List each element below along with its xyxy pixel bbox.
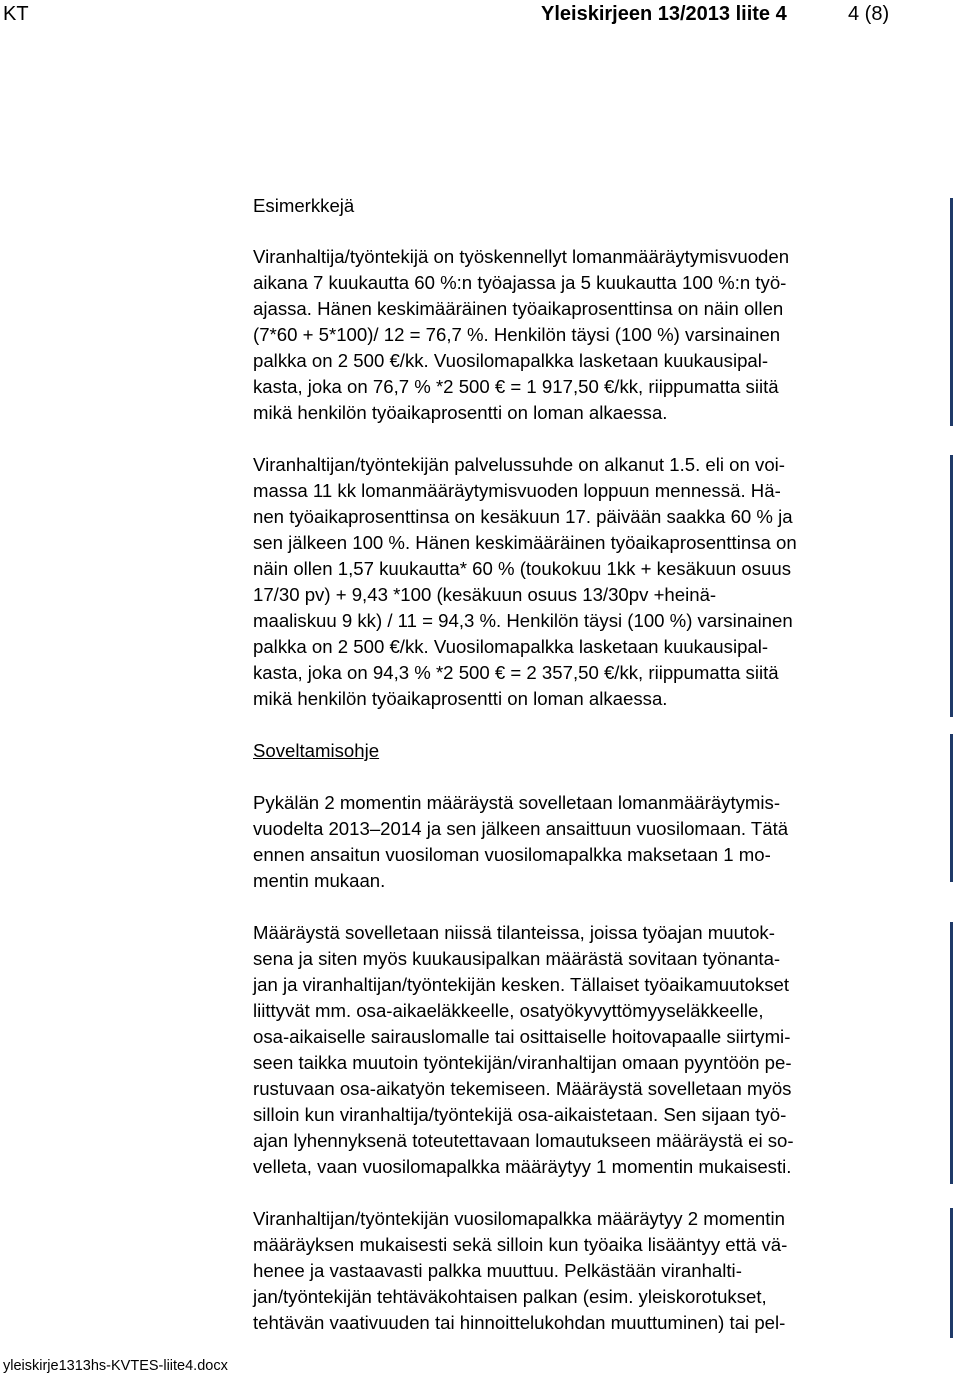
- paragraph-line: aikana 7 kuukautta 60 %:n työajassa ja 5 kuukautta 100 %:n työ-: [253, 272, 787, 293]
- paragraph-line: kasta, joka on 94,3 % *2 500 € = 2 357,50 €/kk, riippumatta siitä: [253, 662, 779, 683]
- paragraph-line: (7*60 + 5*100)/ 12 = 76,7 %. Henkilön täysi (100 %) varsinainen: [253, 324, 781, 345]
- paragraph-line: sena ja siten myös kuukausipalkan määrästä sovitaan työnanta-: [253, 948, 781, 969]
- paragraph-line: maaliskuu 9 kk) / 11 = 94,3 %. Henkilön täysi (100 %) varsinainen: [253, 610, 793, 631]
- header-title: Yleiskirjeen 13/2013 liite 4: [541, 3, 787, 25]
- paragraph-line: liittyvät mm. osa-aikaeläkkeelle, osatyökyvyttömyyseläkkeelle,: [253, 1000, 764, 1021]
- change-bar: [950, 922, 953, 1184]
- paragraph-line: määräyksen mukaisesti sekä silloin kun työaika lisääntyy että vä-: [253, 1234, 788, 1255]
- paragraph-line: Viranhaltijan/työntekijän palvelussuhde on alkanut 1.5. eli on voi-: [253, 454, 785, 475]
- change-bar: [950, 455, 953, 717]
- paragraph-line: osa-aikaiselle sairauslomalle tai osittaiselle hoitovapaalle siirtymi-: [253, 1026, 791, 1047]
- examples-heading: [253, 193, 933, 219]
- paragraph-line: massa 11 kk lomanmääräytymisvuoden loppuun mennessä. Hä-: [253, 480, 781, 501]
- paragraph-line: Viranhaltija/työntekijä on työskennellyt lomanmääräytymisvuoden: [253, 246, 790, 267]
- body-text: [253, 193, 933, 1361]
- paragraph-line: Määräystä sovelletaan niissä tilanteissa, joissa työajan muutok-: [253, 922, 775, 943]
- example-2-paragraph: [253, 452, 933, 712]
- heading-text: Esimerkkejä: [253, 195, 355, 216]
- change-bar: [950, 198, 953, 426]
- heading-text: Soveltamisohje: [253, 740, 380, 761]
- paragraph-line: velleta, vaan vuosilomapalkka määräytyy 1 momentin mukaisesti.: [253, 1156, 792, 1177]
- paragraph-line: mikä henkilön työaikaprosentti on loman alkaessa.: [253, 688, 668, 709]
- paragraph-line: seen taikka muutoin työntekijän/viranhaltijan omaan pyyntöön pe-: [253, 1052, 792, 1073]
- paragraph-line: henee ja vastaavasti palkka muuttuu. Pelkästään viranhalti-: [253, 1260, 742, 1281]
- paragraph-line: palkka on 2 500 €/kk. Vuosilomapalkka lasketaan kuukausipal-: [253, 350, 769, 371]
- change-bar: [950, 1208, 953, 1338]
- header-page-number: 4 (8): [848, 3, 890, 25]
- guidance-heading: [253, 738, 933, 764]
- change-bar: [950, 800, 953, 882]
- paragraph-line: ajan lyhennyksenä toteutettavaan lomautukseen määräystä ei so-: [253, 1130, 794, 1151]
- paragraph-line: mikä henkilön työaikaprosentti on loman alkaessa.: [253, 402, 668, 423]
- example-1-paragraph: [253, 244, 933, 426]
- paragraph-line: Viranhaltijan/työntekijän vuosilomapalkka määräytyy 2 momentin: [253, 1208, 785, 1229]
- paragraph-line: ennen ansaitun vuosiloman vuosilomapalkka maksetaan 1 mo-: [253, 844, 771, 865]
- paragraph-line: näin ollen 1,57 kuukautta* 60 % (toukokuu 1kk + kesäkuun osuus: [253, 558, 792, 579]
- change-bar: [950, 734, 953, 800]
- footer-filename: yleiskirje1313hs-KVTES-liite4.docx: [3, 1358, 228, 1374]
- paragraph-line: tehtävän vaativuuden tai hinnoittelukohdan muuttuminen) tai pel-: [253, 1312, 786, 1333]
- guidance-paragraph-1: [253, 790, 933, 894]
- paragraph-line: nen työaikaprosenttinsa on kesäkuun 17. päivään saakka 60 % ja: [253, 506, 793, 527]
- paragraph-line: sen jälkeen 100 %. Hänen keskimääräinen työaikaprosenttinsa on: [253, 532, 797, 553]
- paragraph-line: rustuvaan osa-aikatyön tekemiseen. Määräystä sovelletaan myös: [253, 1078, 792, 1099]
- paragraph-line: mentin mukaan.: [253, 870, 386, 891]
- header-org: KT: [3, 3, 29, 25]
- paragraph-line: jan/työntekijän tehtäväkohtaisen palkan (esim. yleiskorotukset,: [253, 1286, 767, 1307]
- paragraph-line: palkka on 2 500 €/kk. Vuosilomapalkka lasketaan kuukausipal-: [253, 636, 769, 657]
- paragraph-line: silloin kun viranhaltija/työntekijä osa-aikaistetaan. Sen sijaan työ-: [253, 1104, 787, 1125]
- paragraph-line: vuodelta 2013–2014 ja sen jälkeen ansaittuun vuosilomaan. Tätä: [253, 818, 789, 839]
- paragraph-line: Pykälän 2 momentin määräystä sovelletaan lomanmääräytymis-: [253, 792, 781, 813]
- paragraph-line: ajassa. Hänen keskimääräinen työaikaprosenttinsa on näin ollen: [253, 298, 784, 319]
- paragraph-line: 17/30 pv) + 9,43 *100 (kesäkuun osuus 13/30pv +heinä-: [253, 584, 717, 605]
- guidance-paragraph-3: [253, 1206, 933, 1336]
- paragraph-line: kasta, joka on 76,7 % *2 500 € = 1 917,50 €/kk, riippumatta siitä: [253, 376, 779, 397]
- guidance-paragraph-2: [253, 920, 933, 1180]
- paragraph-line: jan ja viranhaltijan/työntekijän kesken. Tällaiset työaikamuutokset: [253, 974, 790, 995]
